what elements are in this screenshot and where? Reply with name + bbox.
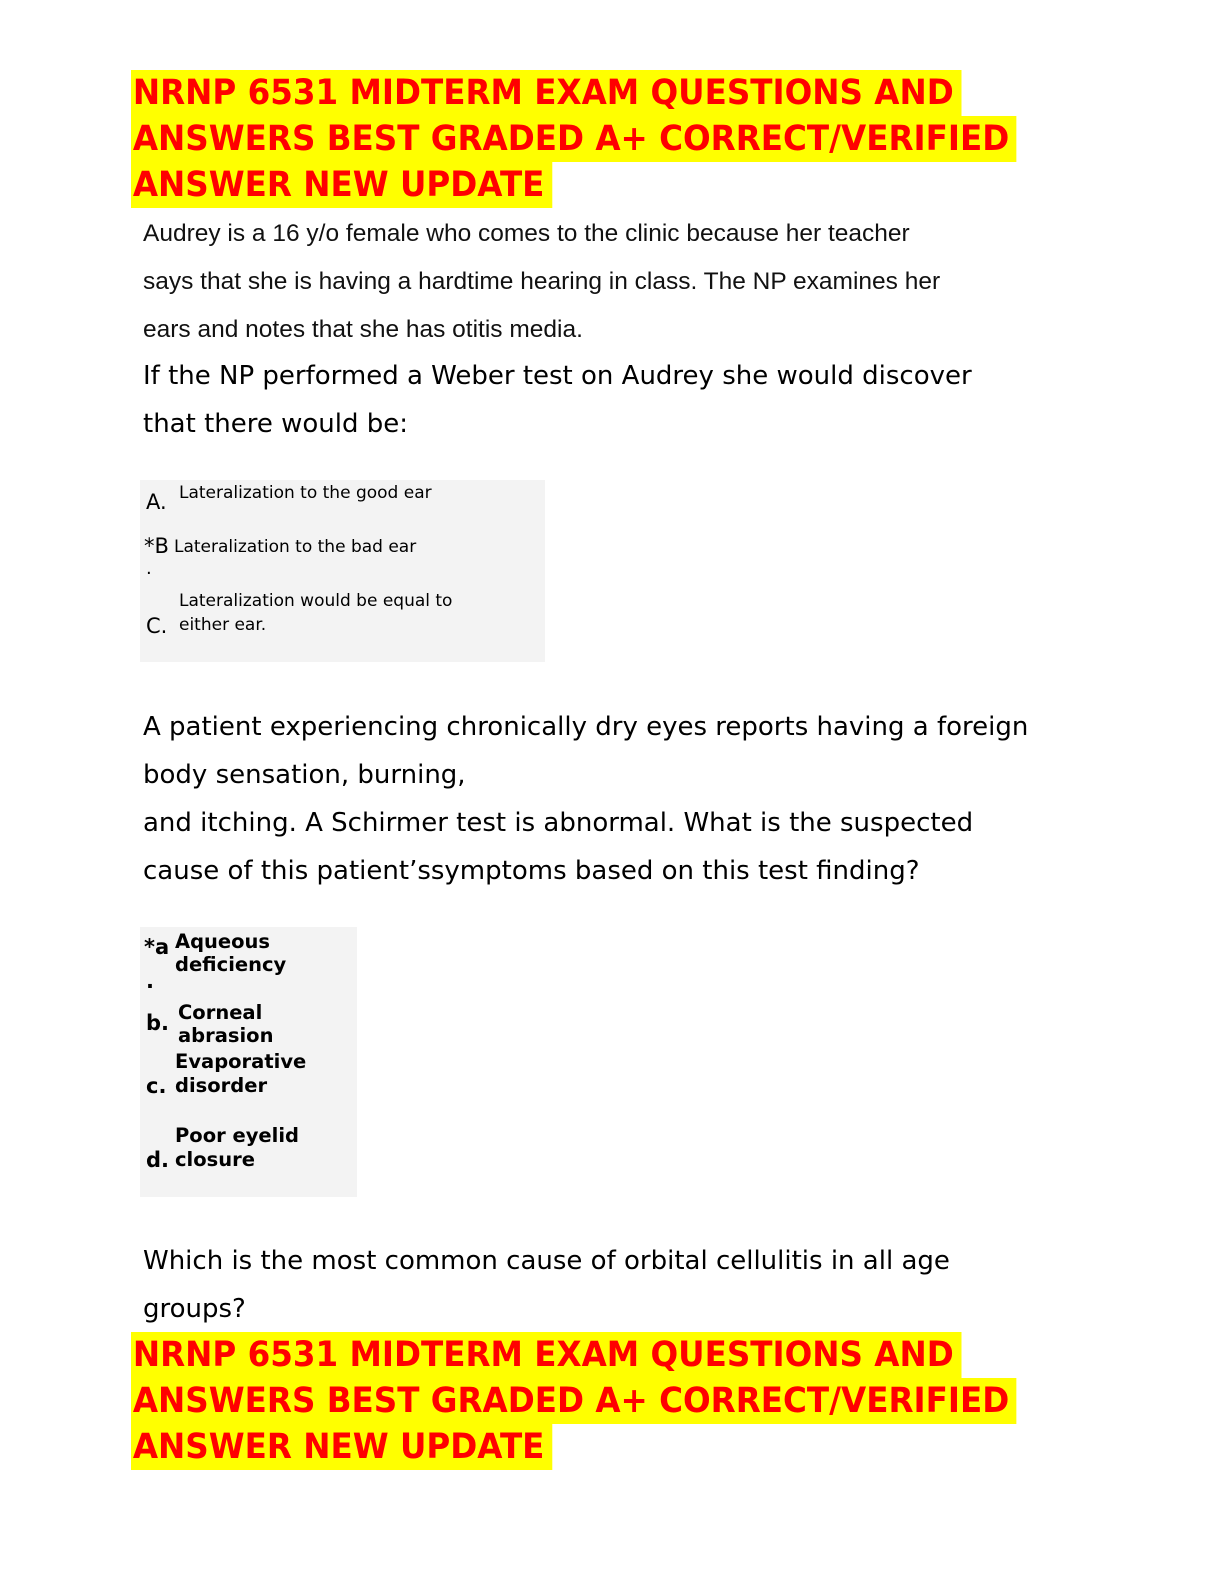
choice-letter: d. — [146, 1148, 170, 1172]
choice-text: deficiency — [175, 953, 287, 976]
question2-choices — [140, 927, 357, 1197]
question1-stem-line: says that she is having a hardtime hearing in class. The NP examines her — [143, 268, 941, 295]
question3-stem-line: groups? — [143, 1294, 246, 1324]
choice-letter: b. — [146, 1011, 170, 1035]
question1-stem — [143, 210, 1093, 354]
choice-text: Aqueous — [175, 930, 271, 953]
choice-letter: c. — [146, 1074, 167, 1098]
choice-letter: *a — [144, 935, 170, 959]
header-banner-line-3: ANSWER NEW UPDATE — [131, 162, 552, 208]
choice-letter: *B — [144, 534, 169, 558]
header-banner-line-2: ANSWERS BEST GRADED A+ CORRECT/VERIFIED — [131, 116, 1017, 162]
question1-stem-line: Audrey is a 16 y/o female who comes to the clinic because her teacher — [143, 220, 910, 247]
choice-text: closure — [175, 1148, 255, 1171]
choice-text: Lateralization to the good ear — [179, 483, 432, 503]
footer-banner — [131, 1332, 1083, 1470]
question2-stem-line: cause of this patient’ssymptoms based on this test finding? — [143, 856, 920, 886]
question1-prompt-line: If the NP performed a Weber test on Audrey she would discover — [143, 361, 972, 391]
choice-letter: A. — [146, 490, 167, 514]
choice-dot: . — [146, 558, 152, 579]
choice-text: Lateralization would be equal to — [179, 591, 453, 611]
choice-text: Corneal abrasion — [178, 1001, 274, 1047]
question1-choices — [140, 480, 545, 662]
question3-stem — [143, 1237, 1093, 1333]
question3-stem-line: Which is the most common cause of orbital cellulitis in all age — [143, 1246, 950, 1276]
header-banner-line-1: NRNP 6531 MIDTERM EXAM QUESTIONS AND — [131, 70, 961, 116]
choice-text: disorder — [175, 1074, 268, 1097]
question1-stem-line: ears and notes that she has otitis media. — [143, 316, 583, 343]
footer-banner-line-2: ANSWERS BEST GRADED A+ CORRECT/VERIFIED — [131, 1378, 1017, 1424]
header-banner — [131, 70, 1083, 208]
choice-letter: C. — [146, 614, 168, 638]
choice-text: either ear. — [179, 615, 267, 635]
question2-stem — [143, 703, 1093, 895]
choice-text: Evaporative — [175, 1050, 307, 1073]
question1-prompt-line: that there would be: — [143, 409, 409, 439]
question1-prompt — [143, 352, 1093, 448]
question2-stem-line: A patient experiencing chronically dry eyes reports having a foreign — [143, 712, 1029, 742]
question2-stem-line: and itching. A Schirmer test is abnormal. What is the suspected — [143, 808, 974, 838]
choice-dot: . — [146, 969, 154, 993]
footer-banner-line-1: NRNP 6531 MIDTERM EXAM QUESTIONS AND — [131, 1332, 961, 1378]
choice-text: Poor eyelid — [175, 1124, 299, 1147]
footer-banner-line-3: ANSWER NEW UPDATE — [131, 1424, 552, 1470]
choice-text: Lateralization to the bad ear — [174, 537, 417, 557]
question2-stem-line: body sensation, burning, — [143, 760, 466, 790]
